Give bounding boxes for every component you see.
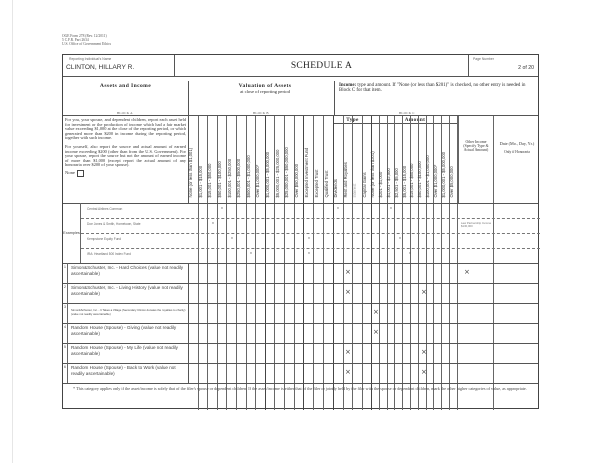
section-b-title: Valuation of Assets (238, 83, 292, 89)
asset-description: Simon&Schuster, Inc. - Living History (value not readily ascertainable) (71, 285, 183, 296)
form-header (63, 55, 538, 77)
asset-row (63, 363, 189, 383)
block-c-label: BLOCK C (399, 111, 415, 115)
check-mark: × (421, 348, 427, 356)
column-label: $5,000,001 - $25,000,000 (274, 149, 280, 198)
check-mark: × (345, 348, 351, 356)
block-a-instructions (63, 116, 189, 203)
section-income (334, 81, 540, 115)
example-mark: x (212, 221, 214, 225)
form-meta-line: U.S. Office of Government Ethics (62, 42, 112, 47)
check-mark: × (345, 268, 351, 276)
section-c-instructions: type and amount. If "None (or less than $201)" is checked, no other entry is needed in Block C for that item. (339, 83, 526, 94)
column-label: $100,001 - $250,000 (226, 158, 232, 198)
page-number-label: Page Number (473, 57, 494, 61)
asset-description: Random House (Spouse) - Back to Work (value not readily ascertainable) (71, 365, 176, 376)
column-label: Excepted Trust (313, 169, 319, 198)
check-mark: × (345, 368, 351, 376)
example-row: IRA: Heartland 500 Index Fund (87, 252, 131, 256)
example-row: Kempstone Equity Fund (87, 237, 122, 241)
row-number: 5 (63, 343, 68, 363)
schedule-title: SCHEDULE A (290, 61, 353, 71)
row-number: 3 (63, 303, 68, 323)
column-label: $1,000,001 - $5,000,000 (440, 151, 446, 198)
column-label: Interest (352, 183, 358, 198)
section-c-title: Income: (339, 83, 357, 88)
none-checkbox[interactable] (77, 170, 84, 177)
example-mark: x (308, 251, 310, 255)
block-b-label: BLOCK B (253, 111, 269, 115)
footnote: * This category applies only if the asset/income is solely that of the filer's spouse or dependent children. If the asset/income is either that of the filer or jointly held by the filer with the spouse or dependent children, mark the other higher categories of value, as appropriate. (63, 383, 538, 409)
instructions-paragraph-1: For you, your spouse, and dependent children, report each asset held for investment or the production of income which had a fair market value exceeding $1,000 at the close of the reporting period, or which generated more than $200 in income during the reporting period, together with such income. (65, 117, 186, 141)
section-b-subtitle: at close of reporting period (240, 89, 290, 94)
section-a-title: Assets and Income (99, 83, 152, 89)
column-label: $250,001 - $500,000 (236, 158, 242, 198)
check-mark: × (464, 268, 470, 276)
row-number: 4 (63, 323, 68, 343)
column-label: $15,001 - $50,000 (409, 163, 415, 198)
example-mark: x (221, 206, 223, 210)
none-option (65, 170, 186, 177)
row-number: 2 (63, 283, 68, 303)
page-number-box (468, 55, 540, 77)
block-a-label: BLOCK A (117, 111, 133, 115)
asset-description: Simon&Schuster, Inc. - Hard Choices (value not readily ascertainable) (71, 265, 184, 276)
other-income-header: Other Income (Specify Type & Actual Amount) (458, 116, 494, 203)
page-edge (12, 0, 13, 463)
section-c-text (335, 81, 540, 96)
column-label: $50,001 - $100,000 (417, 161, 423, 198)
name-label: Reporting Individual's Name (69, 57, 112, 61)
check-mark: × (345, 288, 351, 296)
schedule-a-form (62, 54, 539, 409)
asset-row (63, 263, 189, 283)
asset-row (63, 283, 189, 303)
example-row: Doe Jones & Smith, Hometown, State (87, 222, 141, 226)
examples-label: Examples (63, 203, 81, 263)
asset-row (63, 343, 189, 363)
column-label: Excepted Investment Fund (303, 147, 309, 198)
column-label: Over $5,000,000 (448, 166, 454, 198)
form-meta (62, 34, 111, 47)
date-header (494, 116, 540, 203)
column-label: $500,001 - $1,000,000 (245, 155, 251, 198)
instructions-paragraph-2: For yourself, also report the source and actual amount of earned income exceeding $200 (other than from the U.S. Government). For your spouse, report the source but not the amount of earned income of more than $1,000 (except report the actual amount of any honoraria over $200 of your spouse). (65, 143, 186, 168)
check-mark: × (373, 308, 379, 316)
income-amount-header: Amount (372, 116, 458, 124)
section-assets-income (63, 81, 189, 115)
column-label: Capital Gains (361, 172, 367, 198)
example-mark: x (409, 251, 411, 255)
column-label: None (or less than $201) (370, 151, 376, 198)
row-number: 6 (63, 363, 68, 383)
asset-description: Random House (Spouse) - Giving (value not readily ascertainable) (71, 325, 177, 336)
page-number-value: 2 of 20 (518, 65, 534, 71)
check-mark: × (421, 288, 427, 296)
column-label: $5,001 - $15,000 (401, 165, 407, 198)
column-label: $2,501 - $5,000 (393, 168, 399, 198)
column-label: Qualified Trust (323, 170, 329, 198)
income-type-header: Type (334, 116, 372, 124)
asset-description: Random House (Spouse) - My Life (value not readily ascertainable) (71, 345, 178, 356)
date-header-label: Date (Mo., Day, Yr.) (499, 141, 535, 146)
asset-row (63, 303, 189, 323)
example-mark: x (308, 236, 310, 240)
column-label: $1,000,001 - $5,000,000 (265, 151, 271, 198)
asset-row (63, 323, 189, 343)
column-label: Over $1,000,000* (255, 164, 261, 198)
column-label: Over $1,000,000* (432, 164, 438, 198)
section-valuation (189, 81, 341, 115)
column-label: $201 - $1,000 (378, 171, 384, 198)
column-label: $25,000,001 - $50,000,000 (284, 147, 290, 198)
example-mark: x (399, 236, 401, 240)
form-meta-line: OGE Form 278 (Rev. 12/2011) (62, 34, 107, 38)
check-mark: × (421, 368, 427, 376)
column-label: Rent and Royalties (342, 162, 348, 198)
date-header-note: Only if Honoraria (504, 149, 530, 154)
example-mark: x (390, 206, 392, 210)
example-mark: x (231, 236, 233, 240)
column-label: Over $50,000,000 (293, 163, 299, 198)
name-box (63, 55, 175, 77)
column-label: Dividends (333, 179, 339, 198)
example-mark: x (250, 251, 252, 255)
form-meta-line: 5 C.F.R. Part 2634 (62, 38, 89, 43)
example-mark: x (337, 206, 339, 210)
column-label: $1,001 - $15,000 (197, 165, 203, 198)
column-label: $50,001 - $100,000 (217, 161, 223, 198)
check-mark: × (373, 328, 379, 336)
none-label: None (65, 170, 75, 176)
column-label: $15,001 - $50,000 (207, 163, 213, 198)
column-label: None (or less than $1,001) (188, 147, 194, 198)
example-row: Central Airlines Common (87, 207, 123, 211)
asset-description: Simon&Schuster, Inc. - It Takes a Village (Secondary Clinton donates the royalties to charity) (value not readily ascertainable) (71, 308, 186, 316)
column-label: $1,001 - $2,500 (385, 168, 391, 198)
row-number: 1 (63, 263, 68, 283)
example-other-income: Law Partnership Income $130,000 (461, 221, 492, 229)
column-label: $100,001 - $1,000,000 (424, 155, 430, 198)
name-value: CLINTON, HILLARY R. (66, 64, 135, 71)
